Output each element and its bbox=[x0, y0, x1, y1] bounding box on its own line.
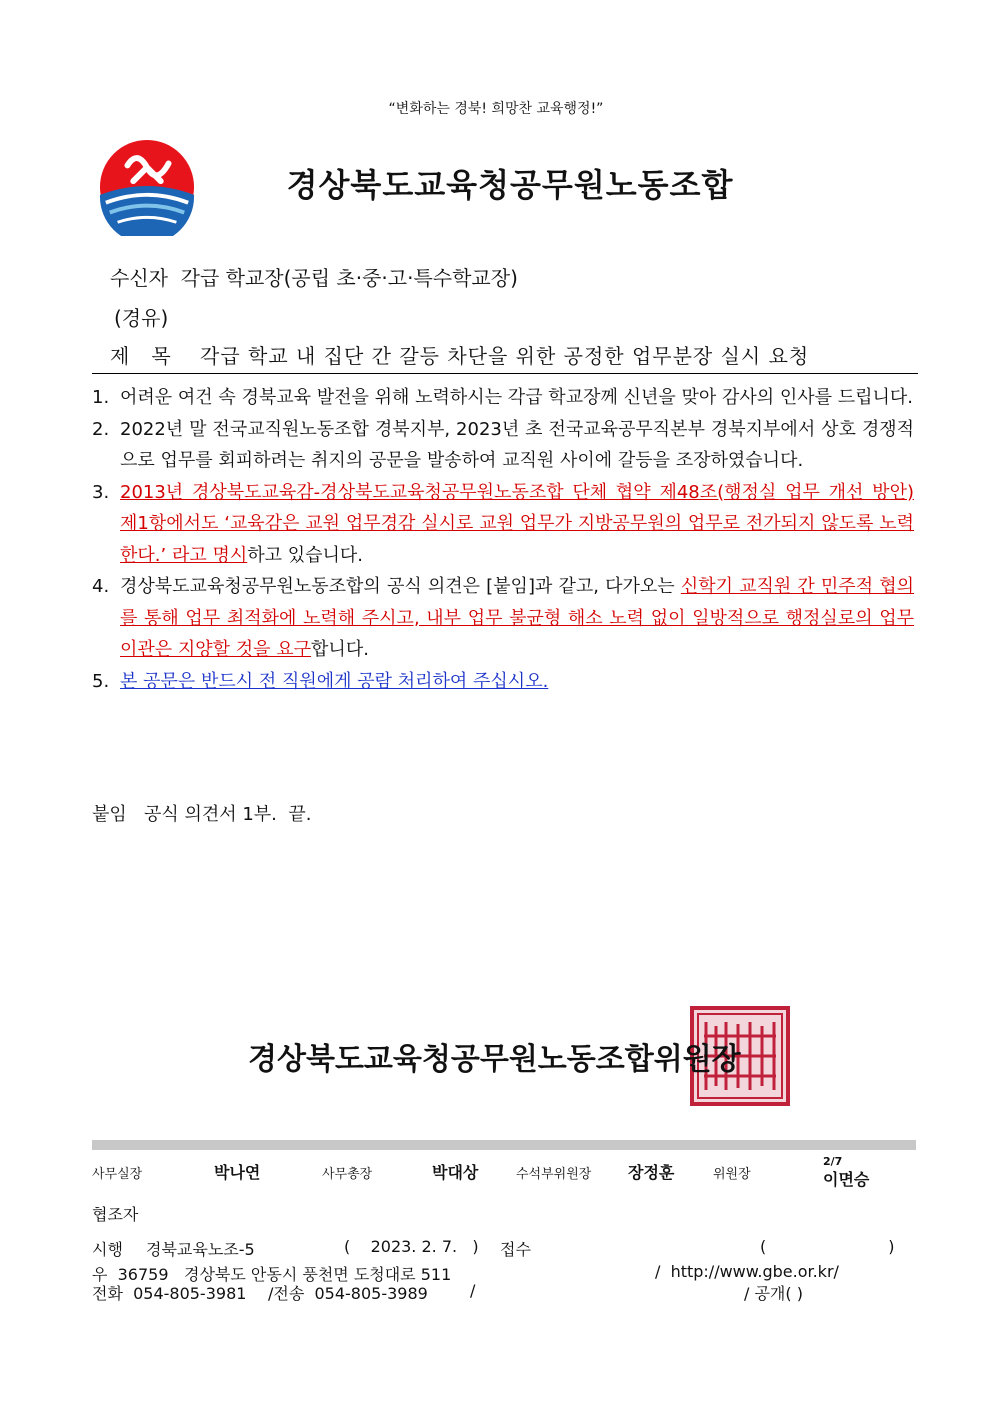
highlighted-text: 2013년 경상북도교육감-경상북도교육청공무원노동조합 단체 협약 제48조(행정실 업무 개선 방안) 제1항에서도 ‘교육감은 교원 업무경감 실시로 교원 업무가 지방공무원의 업무로 전가되지 않도록 노력한다.’ 라고 명시 bbox=[120, 481, 914, 566]
enforce-number: 경북교육노조-5 bbox=[146, 1240, 255, 1259]
item-number: 3. bbox=[92, 481, 110, 503]
address: 경상북도 안동시 풍천면 도청대로 511 bbox=[184, 1265, 452, 1284]
disclosure: / 공개( ) bbox=[744, 1284, 803, 1303]
highlighted-text: 신학기 교직원 간 민주적 협의를 통해 업무 최적화에 노력해 주시고, 내부 업무 불균형 해소 노력 없이 일방적으로 행정실로의 업무 이관은 지양할 것을 요구 bbox=[120, 576, 914, 660]
cooperator-label: 협조자 bbox=[92, 1205, 139, 1224]
fax: /전송 054-805-3989 bbox=[268, 1284, 428, 1303]
signer-name: 이면승 bbox=[823, 1170, 870, 1189]
signer-name: 박나연 bbox=[214, 1163, 261, 1182]
item-text-tail: 합니다. bbox=[311, 639, 369, 660]
list-item bbox=[92, 382, 914, 414]
separator: / bbox=[470, 1281, 476, 1300]
subject-label: 제목 bbox=[110, 344, 193, 368]
header-divider bbox=[92, 373, 918, 374]
signer-role: 위원장 bbox=[713, 1167, 751, 1182]
subject-line bbox=[110, 340, 918, 369]
recipient-line: 수신자 각급 학교장(공립 초·중·고·특수학교장) bbox=[110, 266, 518, 290]
chairman-title: 경상북도교육청공무원노동조합위원장 bbox=[248, 1042, 741, 1077]
signer-role: 사무실장 bbox=[92, 1167, 143, 1182]
item-text-head: 경상북도교육청공무원노동조합의 공식 의견은 [붙임]과 같고, 다가오는 bbox=[120, 576, 681, 597]
list-item bbox=[92, 571, 914, 666]
signer-role: 사무총장 bbox=[322, 1167, 373, 1182]
list-item bbox=[92, 414, 914, 477]
item-text: 어려운 여건 속 경북교육 발전을 위해 노력하시는 각급 학교장께 신년을 맞아 감사의 인사를 드립니다. bbox=[120, 387, 914, 408]
item-number: 5. bbox=[92, 670, 110, 692]
footer-divider bbox=[92, 1140, 916, 1150]
phone: 전화 054-805-3981 bbox=[92, 1284, 247, 1303]
signer-name: 박대상 bbox=[432, 1163, 479, 1182]
item-number: 1. bbox=[92, 387, 110, 408]
list-item bbox=[92, 477, 914, 572]
item-text bbox=[120, 477, 914, 572]
item-text bbox=[120, 571, 914, 666]
subject-text: 각급 학교 내 집단 간 갈등 차단을 위한 공정한 업무분장 실시 요청 bbox=[200, 344, 810, 368]
organization-title: 경상북도교육청공무원노동조합 bbox=[286, 166, 734, 204]
website-link[interactable]: / http://www.gbe.or.kr/ bbox=[655, 1262, 839, 1281]
item-text: 2022년 말 전국교직원노동조합 경북지부, 2023년 초 전국교육공무직본부 경북지부에서 상호 경쟁적으로 업무를 회피하려는 취지의 공문을 발송하여 교직원 사이에 갈등을 조장하였습니다. bbox=[120, 418, 914, 471]
item-number: 4. bbox=[92, 576, 110, 597]
item-text-tail: 하고 있습니다. bbox=[247, 544, 363, 566]
signer-name: 장정훈 bbox=[628, 1163, 675, 1182]
signer-role: 수석부위원장 bbox=[516, 1167, 592, 1182]
enforce-date: ( 2023. 2. 7. ) bbox=[344, 1237, 479, 1256]
attachment-line: 붙임 공식 의견서 1부. 끝. bbox=[92, 804, 312, 825]
slogan: “변화하는 경북! 희망찬 교육행정!” bbox=[388, 101, 604, 117]
sign-date: 2/7 bbox=[823, 1155, 843, 1168]
union-logo bbox=[98, 138, 196, 236]
item-text bbox=[120, 666, 914, 698]
via-line: (경유) bbox=[114, 306, 169, 330]
receipt-field: ( ) bbox=[760, 1237, 895, 1256]
enforce-label: 시행 bbox=[92, 1240, 123, 1259]
receipt-label: 접수 bbox=[500, 1240, 531, 1259]
body-items bbox=[92, 382, 914, 697]
item-number: 2. bbox=[92, 418, 110, 440]
list-item bbox=[92, 666, 914, 698]
postal-code: 우 36759 bbox=[92, 1265, 169, 1284]
highlighted-text: 본 공문은 반드시 전 직원에게 공람 처리하여 주십시오. bbox=[120, 670, 549, 692]
